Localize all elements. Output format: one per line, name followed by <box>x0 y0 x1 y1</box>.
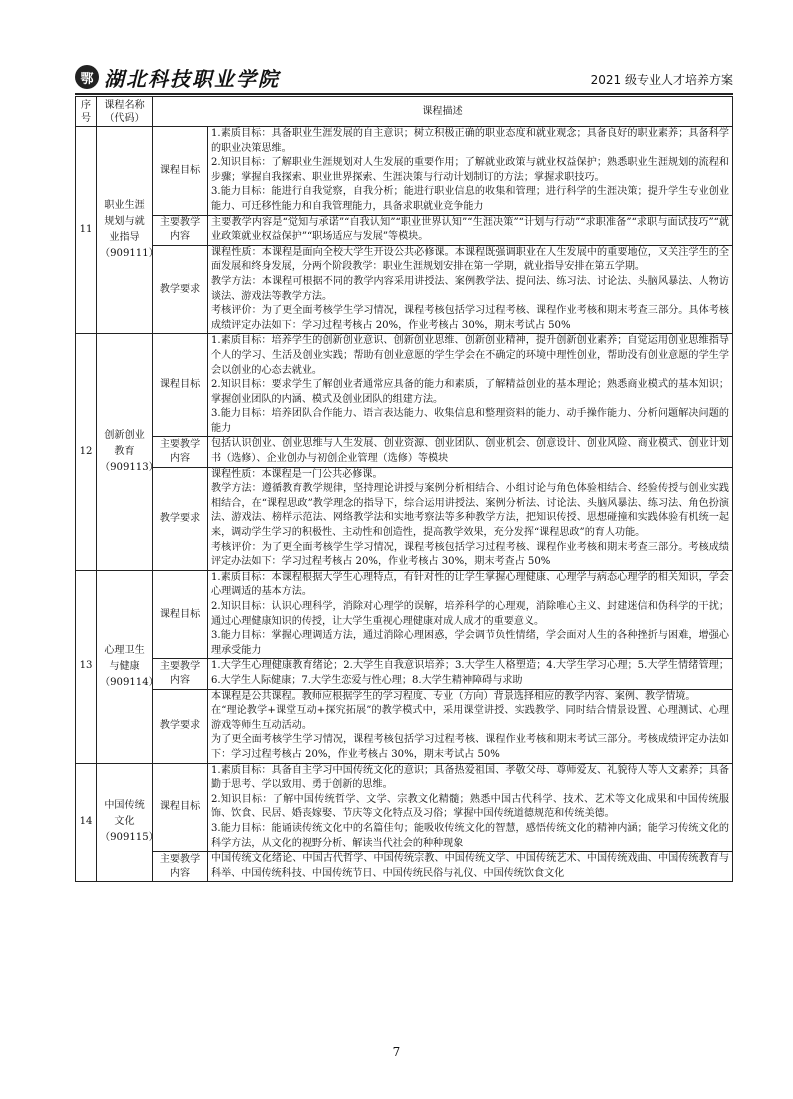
course-name-line: 创新创业 <box>104 430 145 442</box>
section-label <box>153 437 208 467</box>
description-paragraph: 考核评价：为了更全面考核学生学习情况，课程考核包括学习过程考核、课程作业考核和期末考查三部分。考核成绩评定办法如下：学习过程考核占 20%，作业考核占 30%，期末考查占 50% <box>211 541 729 568</box>
section-label-line: 课程目标 <box>159 801 201 813</box>
section-description <box>208 127 733 216</box>
section-label-line: 内容 <box>169 867 191 879</box>
course-number: 11 <box>76 127 97 334</box>
description-paragraph: 3.能力目标：能进行自我觉察，自我分析；能进行职业信息的收集和管理；进行科学的生涯决策；提升学生专业创业能力、可迁移性能力和自我管理能力，具备求职就业竞争能力 <box>211 186 729 212</box>
course-name <box>97 763 159 882</box>
course-number: 13 <box>76 570 97 763</box>
description-paragraph: 课程性质：本课程是面向全校大学生开设公共必修课。本课程既强调职业在人生发展中的重要地位，又关注学生的全面发展和终身发展，分两个阶段教学：职业生涯规划安排在第一学期，就业指导安排在第五学期。 <box>211 246 729 273</box>
description-paragraph: 2.知识目标：要求学生了解创业者通常应具备的能力和素质，了解精益创业的基本理论；熟悉商业模式的基本知识；掌握创业团队的内涵、模式及创业团队的组建方法。 <box>211 379 729 405</box>
section-description <box>208 689 733 763</box>
description-paragraph: 1.素质目标：具备职业生涯发展的自主意识；树立积极正确的职业态度和就业观念；具备良好的职业素养；具备科学的职业决策思维。 <box>211 128 729 154</box>
course-name-line: 教育 <box>114 446 135 458</box>
section-description <box>208 852 733 882</box>
description-paragraph: 1.素质目标：具备自主学习中国传统文化的意识；具备热爱祖国、孝敬父母、尊师爱友、礼貌待人等人文素养；具备勤于思考、学以致用、勇于创新的思维。 <box>211 764 729 791</box>
course-name-line: （909115） <box>100 832 159 844</box>
section-label <box>153 659 208 689</box>
course-name <box>97 334 159 571</box>
section-label-line: 课程目标 <box>159 164 201 176</box>
course-name-line: 与健康 <box>109 660 140 672</box>
description-paragraph: 3.能力目标：培养团队合作能力、语言表达能力、收集信息和整理资料的能力、动手操作能力、分析问题解决问题的能力 <box>211 408 729 434</box>
section-label-line: 教学要求 <box>159 283 201 295</box>
description-paragraph: 1.大学生心理健康教育绪论；2.大学生自我意识培养；3.大学生人格塑造；4.大学生学习心理；5.大学生情绪管理；6.大学生人际健康；7.大学生恋爱与性心理；8.大学生精神障碍与求助 <box>211 660 729 686</box>
description-paragraph: 课程性质：本课程是一门公共必修课。 <box>211 468 383 480</box>
course-name <box>97 127 159 334</box>
section-label <box>153 689 208 763</box>
description-paragraph: 主要教学内容是“觉知与承诺”“自我认知”“职业世界认知”“生涯决策”“计划与行动”“求职准备”“求职与面试技巧”“就业政策就业权益保护”“职场适应与发展”等模块。 <box>211 216 729 243</box>
header-seq-line2: 号 <box>80 112 92 124</box>
document-title: 2021 级专业人才培养方案 <box>590 73 733 87</box>
section-label <box>153 127 208 216</box>
section-label <box>153 763 208 852</box>
section-label-line: 主要教学 <box>159 217 201 229</box>
page-header <box>75 63 733 95</box>
header-name-line2: （代码） <box>104 112 145 124</box>
header-seq-line1: 序 <box>80 99 92 111</box>
course-name-line: 心理卫生 <box>104 644 145 656</box>
table-row <box>76 215 733 245</box>
course-name-line: 职业生涯 <box>104 200 145 212</box>
description-paragraph: 1.素质目标：培养学生的创新创业意识、创新创业思维、创新创业精神，提升创新创业素养；自觉运用创业思维指导个人的学习、生活及创业实践；帮助有创业意愿的学生学会在不确定的环境中理性创业，帮助没有创业意愿的学生学会以创业的心态去就业。 <box>211 335 729 376</box>
table-row <box>76 852 733 882</box>
course-name-line: （909114） <box>100 676 159 688</box>
section-description <box>208 437 733 467</box>
header-description: 课程描述 <box>153 97 733 127</box>
section-label-line: 内容 <box>169 453 191 465</box>
section-label <box>153 570 208 659</box>
table-row <box>76 763 733 852</box>
section-label-line: 主要教学 <box>159 439 201 451</box>
course-name-line: 规划与就 <box>104 216 145 228</box>
section-label <box>153 467 208 570</box>
description-paragraph: 教学方法：本课程可根据不同的教学内容采用讲授法、案例教学法、提问法、练习法、讨论法、头脑风暴法、人物访谈法、游戏法等教学方法。 <box>211 275 729 302</box>
table-row <box>76 437 733 467</box>
description-paragraph: 2.知识目标：了解职业生涯规划对人生发展的重要作用；了解就业政策与就业权益保护；熟悉职业生涯规划的流程和步骤；掌握自我探索、职业世界探索、生涯决策与行动计划制订的方法；掌握求职技巧。 <box>211 157 729 183</box>
table-body <box>76 127 733 882</box>
course-name-line: （909113） <box>100 462 159 474</box>
course-name-line: 中国传统 <box>104 800 145 812</box>
table-row <box>76 334 733 437</box>
section-description <box>208 245 733 334</box>
table-row <box>76 127 733 216</box>
section-label <box>153 245 208 334</box>
description-paragraph: 本课程是公共课程。教师应根据学生的学习程度、专业（方向）背景选择相应的教学内容、案例、教学情境。 <box>211 690 696 702</box>
course-name <box>97 570 159 763</box>
section-description <box>208 570 733 659</box>
description-paragraph: 在“理论教学+课堂互动+探究拓展”的教学模式中，采用课堂讲授、实践教学、同时结合情景设置、心理测试、心理游戏等师生互动活动。 <box>211 705 729 731</box>
description-paragraph: 中国传统文化绪论、中国古代哲学、中国传统宗教、中国传统文学、中国传统艺术、中国传统戏曲、中国传统教育与科举、中国传统科技、中国传统节日、中国传统民俗与礼仪、中国传统饮食文化 <box>211 853 729 879</box>
description-paragraph: 2.知识目标：认识心理科学，消除对心理学的误解，培养科学的心理观，消除唯心主义、封建迷信和伪科学的干扰；通过心理健康知识的传授，让大学生重视心理健康对成人成才的重要意义。 <box>211 601 729 627</box>
table-row <box>76 245 733 334</box>
header-course-name <box>97 97 153 127</box>
section-description <box>208 467 733 570</box>
section-description <box>208 334 733 437</box>
section-label <box>153 852 208 882</box>
course-table <box>75 96 733 882</box>
school-name: 湖北科技职业学院 <box>104 66 280 91</box>
description-paragraph: 包括认识创业、创业思维与人生发展、创业资源、创业团队、创业机会、创意设计、创业风险、商业模式、创业计划书（选修）、企业创办与初创企业管理（选修）等模块 <box>211 438 729 465</box>
description-paragraph: 2.知识目标：了解中国传统哲学、文学、宗教文化精髓；熟悉中国古代科学、技术、艺术等文化成果和中国传统服饰、饮食、民居、婚丧嫁娶、节庆等文化特点及习俗；掌握中国传统道德规范和传统美德。 <box>211 793 729 820</box>
header-seq <box>76 97 97 127</box>
table-row <box>76 467 733 570</box>
course-name-line: （909111） <box>100 248 159 260</box>
section-label-line: 教学要求 <box>159 512 201 524</box>
section-label-line: 内容 <box>169 231 191 243</box>
section-label-line: 课程目标 <box>159 379 201 391</box>
section-label-line: 内容 <box>169 674 191 686</box>
section-label-line: 教学要求 <box>159 720 201 732</box>
section-label-line: 课程目标 <box>159 608 201 620</box>
table-row <box>76 570 733 659</box>
page-number: 7 <box>392 1045 401 1059</box>
table-header-row <box>76 97 733 127</box>
course-number: 12 <box>76 334 97 571</box>
section-description <box>208 659 733 689</box>
section-label-line: 主要教学 <box>159 660 201 672</box>
course-name-line: 文化 <box>114 816 135 828</box>
table-row <box>76 659 733 689</box>
description-paragraph: 教学方法：遵循教育教学规律，坚持理论讲授与案例分析相结合、小组讨论与角色体验相结合、经验传授与创业实践相结合，在“课程思政”教学理念的指导下，综合运用讲授法、案例分析法、讨论法、头脑风暴法、练习法、角色扮演法、游戏法、榜样示范法、网络教学法和实地考察法等多种教学方法，把知识传授、思想碰撞和实践体验有机统一起来，调动学生学习的积极性、主动性和创造性，提高教学效果，充分发挥“课程思政”的育人功能。 <box>211 483 729 539</box>
school-logo <box>75 63 280 91</box>
description-paragraph: 1.素质目标：本课程根据大学生心理特点，有针对性的让学生掌握心理健康、心理学与病态心理学的相关知识，学会心理调适的基本方法。 <box>211 571 729 598</box>
school-emblem-icon: 鄂 <box>75 65 99 89</box>
section-description <box>208 763 733 852</box>
description-paragraph: 为了更全面考核学生学习情况，课程考核包括学习过程考核、课程作业考核和期末考试三部分。考核成绩评定办法如下：学习过程考核占 20%，作业考核占 30%，期末考试占 50% <box>211 734 729 760</box>
table-row <box>76 689 733 763</box>
description-paragraph: 考核评价：为了更全面考核学生学习情况，课程考核包括学习过程考核、课程作业考核和期末考查三部分。具体考核成绩评定办法如下：学习过程考核占 20%，作业考核占 30%，期末考试占 50% <box>211 305 729 331</box>
course-name-line: 业指导 <box>109 232 140 244</box>
description-paragraph: 3.能力目标：能诵读传统文化中的名篇佳句；能吸收传统文化的智慧，感悟传统文化的精神内涵；能学习传统文化的科学方法，从文化的视野分析、解读当代社会的种种现象 <box>211 822 729 849</box>
section-label-line: 主要教学 <box>159 853 201 865</box>
section-label <box>153 334 208 437</box>
course-number: 14 <box>76 763 97 882</box>
header-name-line1: 课程名称 <box>104 99 145 111</box>
section-label <box>153 215 208 245</box>
description-paragraph: 3.能力目标：掌握心理调适方法，通过消除心理困惑，学会调节负性情绪，学会面对人生的各种挫折与困难，增强心理承受能力 <box>211 630 729 656</box>
section-description <box>208 215 733 245</box>
